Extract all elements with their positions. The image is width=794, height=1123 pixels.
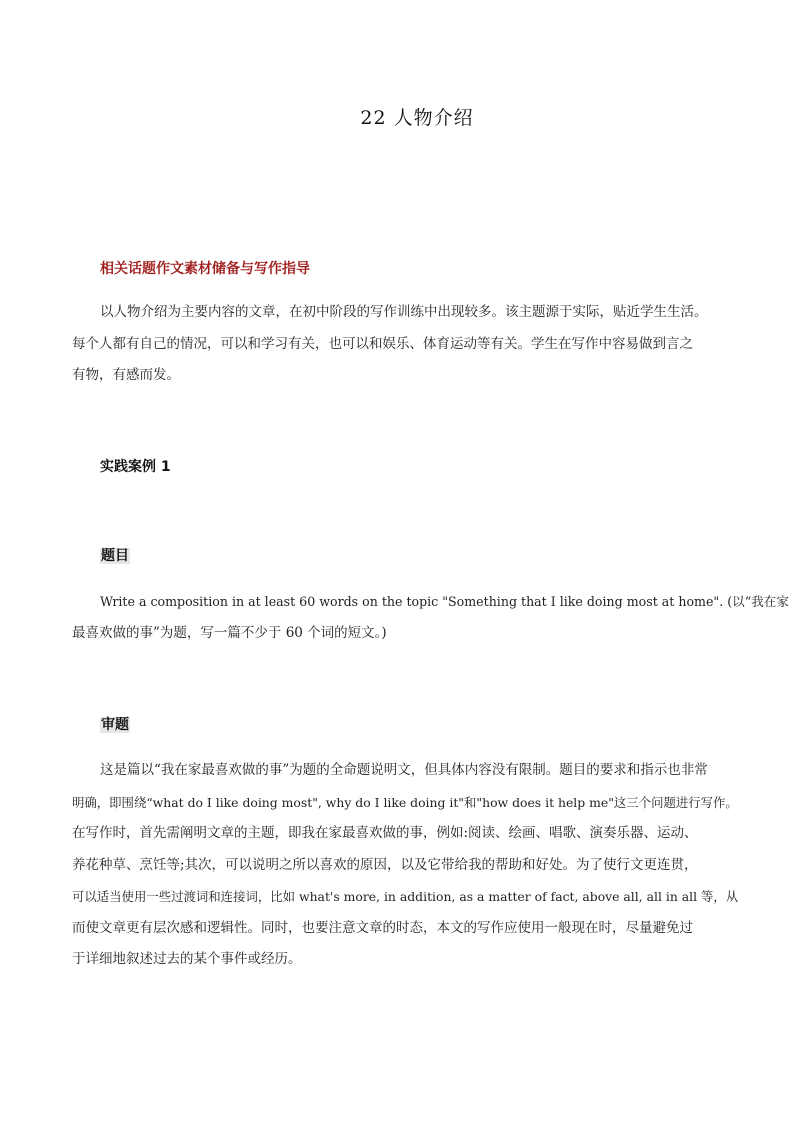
topic-heading [100, 545, 130, 565]
intro-line: 以人物介绍为主要内容的文章，在初中阶段的写作训练中出现较多。该主题源于实际，贴近学生生活。 [100, 304, 708, 320]
analysis-line: 养花种草、烹饪等;其次，可以说明之所以喜欢的原因，以及它带给我的帮助和好处。为了使行文更连贯， [72, 856, 698, 873]
topic-line: 最喜欢做的事”为题，写一篇不少于 60 个词的短文。) [72, 624, 387, 641]
analysis-line: 于详细地叙述过去的某个事件或经历。 [72, 951, 302, 967]
case-heading: 实践案例 1 [100, 459, 171, 475]
analysis-heading [100, 714, 130, 734]
intro-paragraph [72, 297, 732, 392]
topic-line: Write a composition in at least 60 words on the topic "Something that I like doing most at home". (以“我在家 [100, 594, 789, 609]
analysis-line: 明确，即围绕“what do I like doing most", why do I like doing it"和"how does it help me"这三个问题进行写作。 [72, 794, 738, 810]
analysis-heading-label: 审题 [101, 717, 129, 733]
analysis-line: 在写作时，首先需阐明文章的主题，即我在家最喜欢做的事，例如:阅读、绘画、唱歌、演奏乐器、运动、 [72, 825, 698, 841]
analysis-line: 可以适当使用一些过渡词和连接词，比如 what's more, in addition, as a matter of fact, above all, all in all 等，从 [72, 889, 739, 904]
topic-heading-label: 题目 [101, 548, 129, 564]
intro-line: 有物，有感而发。 [72, 367, 180, 383]
intro-line: 每个人都有自己的情况，可以和学习有关，也可以和娱乐、体育运动等有关。学生在写作中容易做到言之 [72, 335, 693, 352]
analysis-paragraph [72, 755, 739, 976]
analysis-line: 这是篇以“我在家最喜欢做的事”为题的全命题说明文，但具体内容没有限制。题目的要求和指示也非常 [100, 762, 708, 778]
section-heading: 相关话题作文素材储备与写作指导 [100, 261, 310, 277]
analysis-line: 而使文章更有层次感和逻辑性。同时，也要注意文章的时态，本文的写作应使用一般现在时，尽量避免过 [72, 919, 693, 936]
page-title: 22 人物介绍 [360, 107, 474, 129]
topic-paragraph [72, 586, 789, 649]
